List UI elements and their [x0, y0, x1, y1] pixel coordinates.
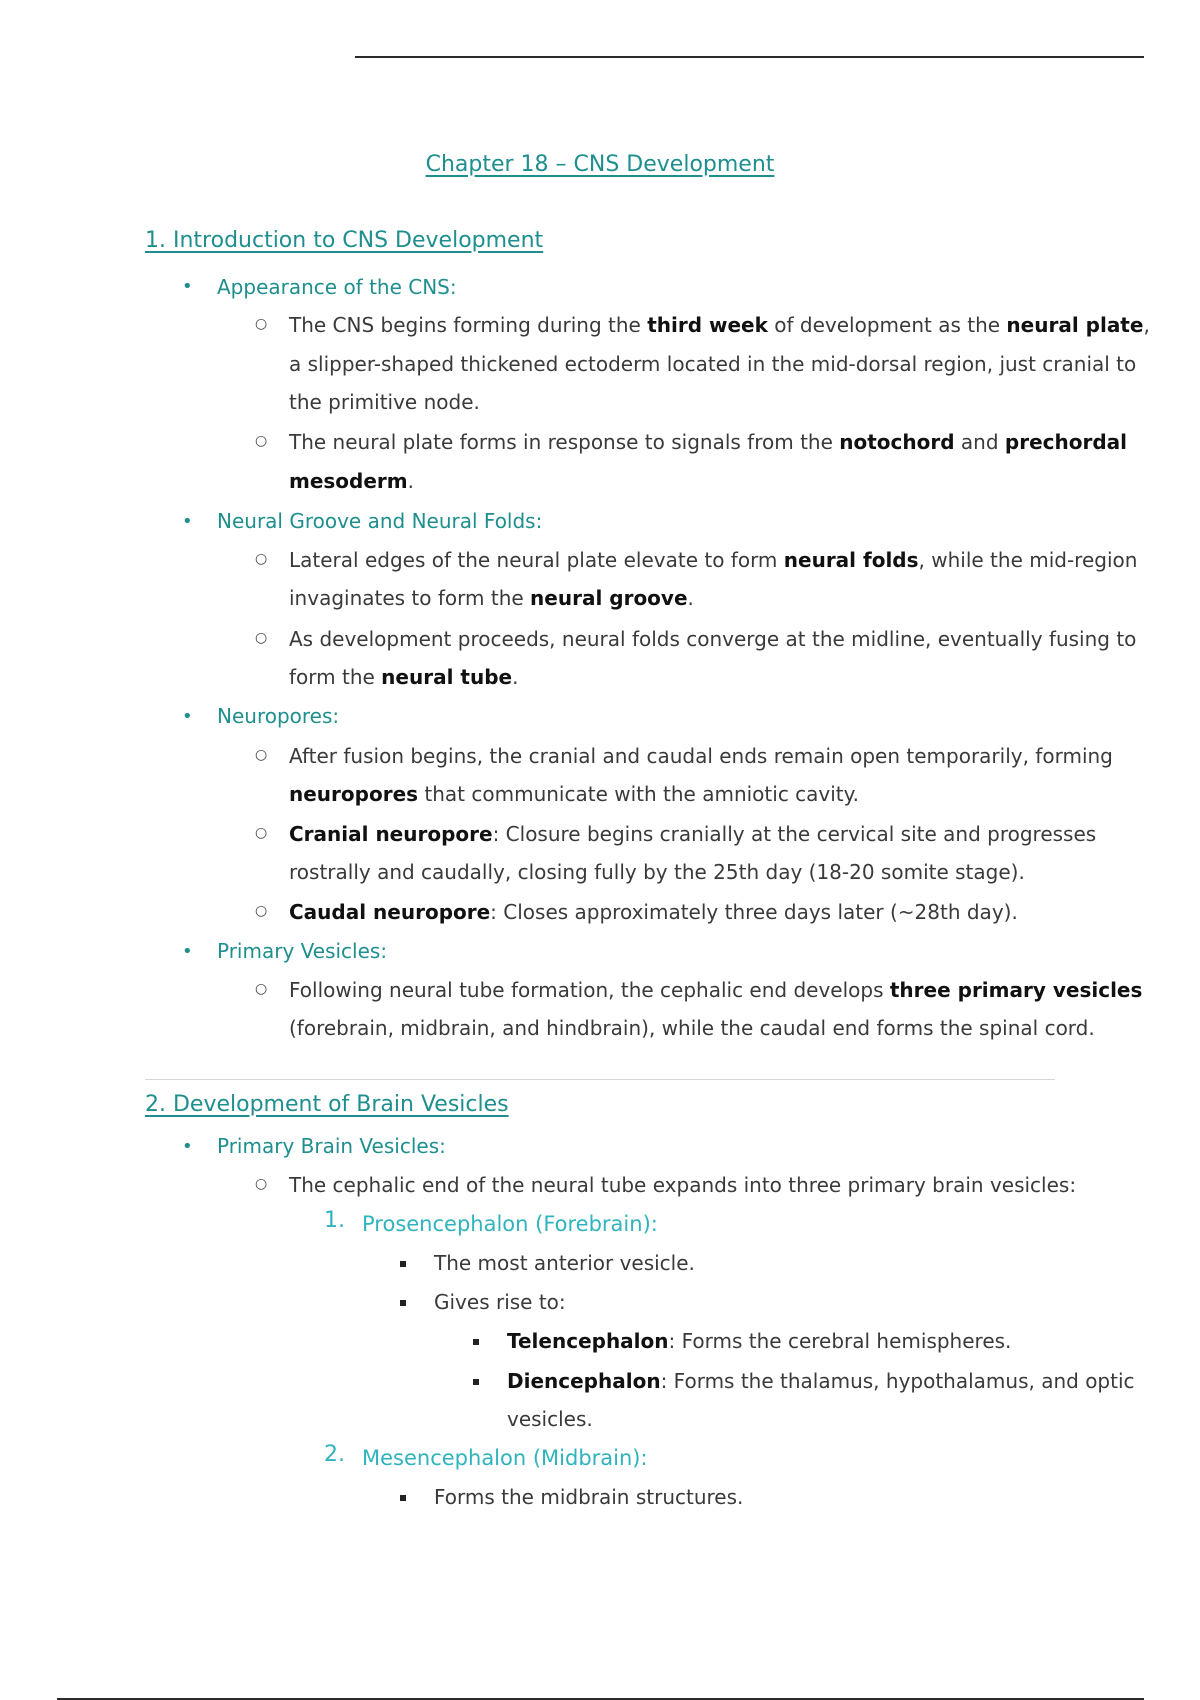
- list-number: 1.: [324, 1208, 345, 1233]
- paragraph-line: [289, 663, 518, 691]
- text-run: .: [512, 665, 519, 689]
- paragraph-line: [289, 976, 1142, 1004]
- page-title: Chapter 18 – CNS Development: [425, 152, 775, 177]
- paragraph-line: [289, 820, 1096, 848]
- bullet-icon: •: [182, 511, 193, 532]
- paragraph-line: [289, 467, 414, 495]
- section-divider: [145, 1079, 1055, 1080]
- list-number: 2.: [324, 1442, 345, 1467]
- bold-term: third week: [647, 313, 768, 337]
- bold-term: neural plate: [1006, 313, 1144, 337]
- bullet-icon: •: [182, 1136, 193, 1157]
- text-run: invaginates to form the: [289, 586, 531, 610]
- square-bullet-icon: [400, 1495, 406, 1501]
- paragraph-line: After fusion begins, the cranial and caudal ends remain open temporarily, forming: [289, 744, 1113, 768]
- text-run: : Closes approximately three days later (~28th day).: [490, 900, 1018, 924]
- square-bullet-icon: [400, 1261, 406, 1267]
- square-bullet-icon: [400, 1300, 406, 1306]
- bullet-icon: •: [182, 941, 193, 962]
- subheading-primary-brain-vesicles: Primary Brain Vesicles:: [217, 1134, 446, 1158]
- subheading-appearance: Appearance of the CNS:: [217, 275, 457, 299]
- paragraph-line: The cephalic end of the neural tube expands into three primary brain vesicles:: [289, 1173, 1077, 1197]
- text-run: : Forms the cerebral hemispheres.: [668, 1329, 1012, 1353]
- paragraph-line: a slipper-shaped thickened ectoderm located in the mid-dorsal region, just cranial to: [289, 352, 1137, 376]
- paragraph-line: The most anterior vesicle.: [434, 1251, 695, 1275]
- circle-bullet-icon: ○: [255, 1176, 268, 1192]
- text-run: : Forms the thalamus, hypothalamus, and optic: [660, 1369, 1135, 1393]
- circle-bullet-icon: ○: [255, 630, 268, 646]
- bold-term: neural groove: [530, 586, 688, 610]
- bold-term: Diencephalon: [507, 1369, 661, 1393]
- text-run: .: [407, 469, 414, 493]
- paragraph-line: [289, 311, 1150, 339]
- paragraph-line: As development proceeds, neural folds converge at the midline, eventually fusing to: [289, 627, 1137, 651]
- text-run: Lateral edges of the neural plate elevate to form: [289, 548, 784, 572]
- text-run: Following neural tube formation, the cephalic end develops: [289, 978, 890, 1002]
- square-bullet-icon: [473, 1379, 479, 1385]
- bold-term: prechordal: [1004, 430, 1128, 454]
- paragraph-line: vesicles.: [507, 1407, 593, 1431]
- bold-term: three primary vesicles: [889, 978, 1143, 1002]
- square-bullet-icon: [473, 1339, 479, 1345]
- paragraph-line: rostrally and caudally, closing fully by the 25th day (18-20 somite stage).: [289, 860, 1025, 884]
- text-run: : Closure begins cranially at the cervical site and progresses: [492, 822, 1097, 846]
- bullet-icon: •: [182, 706, 193, 727]
- vesicle-heading-prosencephalon: Prosencephalon (Forebrain):: [362, 1212, 658, 1236]
- paragraph-line: [507, 1327, 1011, 1355]
- bullet-icon: •: [182, 276, 193, 297]
- text-run: of development as the: [767, 313, 1007, 337]
- paragraph-line: [289, 584, 694, 612]
- circle-bullet-icon: ○: [255, 903, 268, 919]
- text-run: The neural plate forms in response to signals from the: [289, 430, 840, 454]
- paragraph-line: [289, 780, 859, 808]
- paragraph-line: (forebrain, midbrain, and hindbrain), while the caudal end forms the spinal cord.: [289, 1016, 1095, 1040]
- bold-term: notochord: [839, 430, 955, 454]
- paragraph-line: [289, 428, 1127, 456]
- subheading-neural-groove: Neural Groove and Neural Folds:: [217, 509, 543, 533]
- paragraph-line: the primitive node.: [289, 390, 480, 414]
- circle-bullet-icon: ○: [255, 825, 268, 841]
- text-run: form the: [289, 665, 382, 689]
- bold-term: neuropores: [289, 782, 419, 806]
- header-rule: [355, 56, 1144, 58]
- text-run: that communicate with the amniotic cavity.: [418, 782, 859, 806]
- bold-term: Caudal neuropore: [289, 900, 491, 924]
- circle-bullet-icon: ○: [255, 551, 268, 567]
- text-run: and: [954, 430, 1005, 454]
- bold-term: neural folds: [783, 548, 919, 572]
- section-heading-2: 2. Development of Brain Vesicles: [145, 1092, 509, 1117]
- paragraph-line: Forms the midbrain structures.: [434, 1485, 744, 1509]
- subheading-neuropores: Neuropores:: [217, 704, 340, 728]
- paragraph-line: [289, 546, 1137, 574]
- text-run: The CNS begins forming during the: [289, 313, 648, 337]
- text-run: ,: [1143, 313, 1150, 337]
- vesicle-heading-mesencephalon: Mesencephalon (Midbrain):: [362, 1446, 648, 1470]
- circle-bullet-icon: ○: [255, 747, 268, 763]
- bold-term: mesoderm: [289, 469, 408, 493]
- paragraph-line: [507, 1367, 1135, 1395]
- bold-term: Telencephalon: [507, 1329, 669, 1353]
- paragraph-line: [289, 898, 1018, 926]
- bold-term: neural tube: [381, 665, 513, 689]
- paragraph-line: Gives rise to:: [434, 1290, 566, 1314]
- circle-bullet-icon: ○: [255, 981, 268, 997]
- bold-term: Cranial neuropore: [289, 822, 493, 846]
- circle-bullet-icon: ○: [255, 316, 268, 332]
- section-heading-1: 1. Introduction to CNS Development: [145, 228, 544, 253]
- text-run: .: [687, 586, 694, 610]
- text-run: , while the mid-region: [918, 548, 1138, 572]
- subheading-primary-vesicles: Primary Vesicles:: [217, 939, 388, 963]
- circle-bullet-icon: ○: [255, 433, 268, 449]
